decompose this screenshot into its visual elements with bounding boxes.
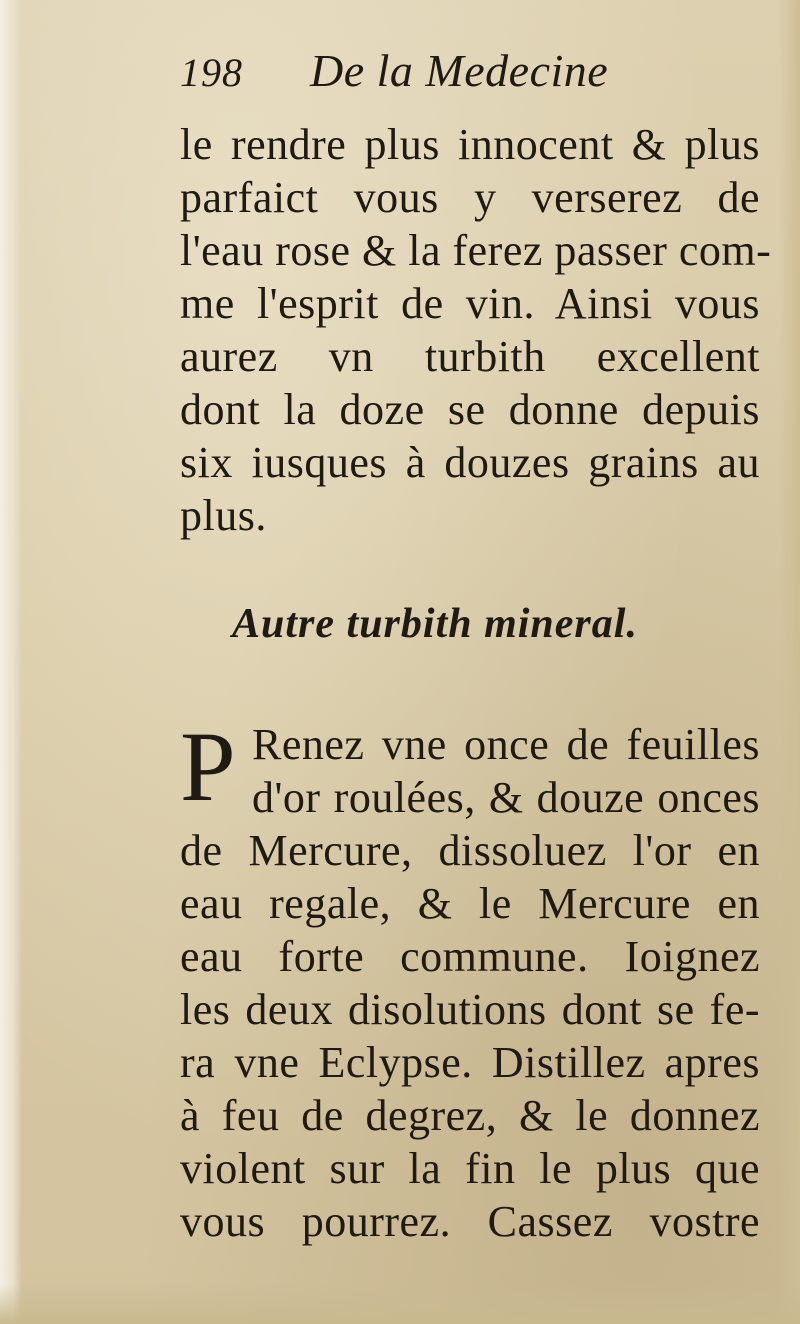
text-line: Renez vne once de feuilles (252, 720, 760, 769)
page-edge-shadow (778, 0, 800, 1324)
text-line: violent sur la fin le plus que (180, 1144, 760, 1193)
text-line: me l'esprit de vin. Ainsi vous (180, 279, 760, 328)
page-gutter (0, 0, 22, 1324)
running-head (180, 44, 760, 114)
text-line: dont la doze se donne depuis (180, 385, 760, 434)
text-line: le rendre plus innocent & plus (180, 120, 760, 169)
text-line: eau regale, & le Mercure en (180, 879, 760, 928)
text-line: d'or roulées, & douze onces (252, 773, 760, 822)
text-block (180, 44, 772, 1248)
text-line: les deux disolutions dont se fe- (180, 985, 760, 1034)
running-title: De la Medecine (310, 45, 609, 96)
page-number: 198 (180, 50, 243, 95)
drop-cap: P (180, 711, 236, 822)
text-line: ra vne Eclypse. Distillez apres (180, 1038, 760, 1087)
text-line: plus. (180, 491, 267, 540)
section-heading: Autre turbith mineral. (232, 601, 638, 647)
text-line: parfaict vous y verserez de (180, 173, 760, 222)
text-line: eau forte commune. Ioignez (180, 932, 760, 981)
text-line: l'eau rose & la ferez passer com- (180, 226, 772, 275)
paragraph-1 (180, 118, 772, 542)
text-line: aurez vn turbith excellent (180, 332, 760, 381)
paragraph-2 (180, 711, 760, 1248)
text-line: vous pourrez. Cassez vostre (180, 1197, 760, 1246)
page-bottom-shadow (0, 1284, 800, 1324)
text-line: à feu de degrez, & le donnez (180, 1091, 760, 1140)
text-line: de Mercure, dissoluez l'or en (180, 826, 760, 875)
text-line: six iusques à douzes grains au (180, 438, 760, 487)
